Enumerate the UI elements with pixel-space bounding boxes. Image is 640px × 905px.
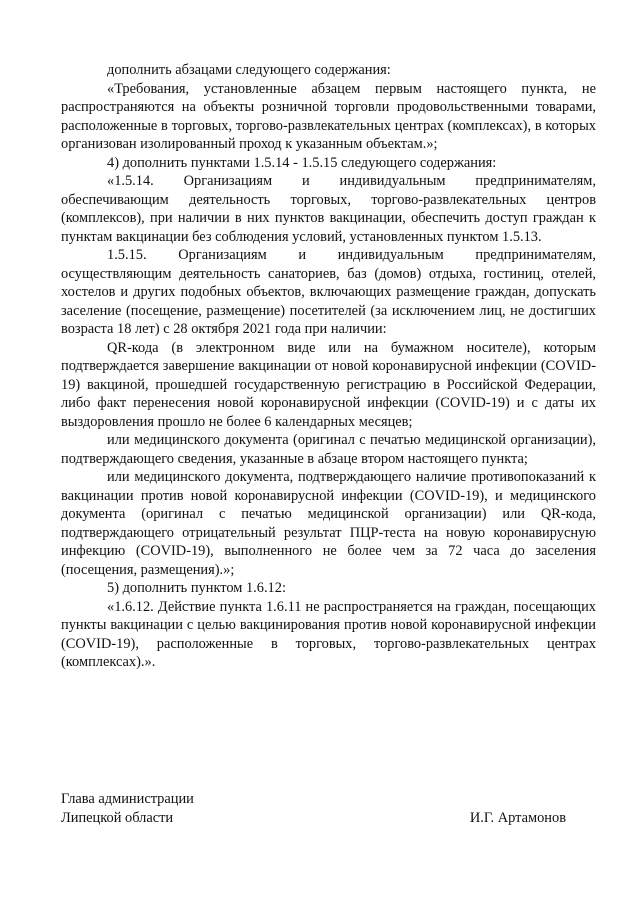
paragraph-1-5-15: 1.5.15. Организациям и индивидуальным предпринимателям, осуществляющим деятельность санаториев, баз (домов) отдыха, гостиниц, отелей, хостелов и других подобных объектов, включающих размещение граждан, допускать заселение (посещение, размещение) посетителей (за исключением лиц, не достигших возраста 18 лет) с 28 октября 2021 года при наличии: [61,247,596,337]
paragraph-qr-code: QR-кода (в электронном виде или на бумажном носителе), которым подтверждается завершение вакцинации от новой коронавирусной инфекции (COVID-19) вакциной, прошедшей государственную регистрацию в Российской Федерации, либо факт перенесения новой коронавирусной инфекции (COVID-19) и с даты их выздоровления прошло не более 6 календарных месяцев; [61,339,596,430]
paragraph-1-6-12: «1.6.12. Действие пункта 1.6.11 не распространяется на граждан, посещающих пункты вакцинации с целью вакцинирования против новой коронавирусной инфекции (COVID-19), расположенные в торговых, торгово-развлекательных центрах (комплексах).». [61,598,596,670]
signature-row [61,809,596,828]
signature-name: И.Г. Артамонов [469,809,566,826]
document-body [61,61,596,672]
signature-position-line2: Липецкой области [61,809,174,826]
paragraph-contraindications: или медицинского документа, подтверждающего наличие противопоказаний к вакцинации против новой коронавирусной инфекции (COVID-19), и медицинского документа (оригинал с печатью медицинской организации) или QR-кода, подтверждающего отрицательный результат ПЦР-теста на новую коронавирусную инфекцию (COVID-19), выполненного не более чем за 72 часа до заселения (посещения, размещения).»; [61,469,596,578]
paragraph-medical-document: или медицинского документа (оригинал с печатью медицинской организации), подтверждающего сведения, указанные в абзаце втором настоящего пункта; [61,432,596,467]
signature-block [61,790,596,827]
signature-position-line1: Глава администрации [61,791,194,807]
paragraph-requirements-quote: «Требования, установленные абзацем первым настоящего пункта, не распространяются на объекты розничной торговли продовольственными товарами, расположенные в торговых, торгово-развлекательных центрах (комплексах), в которых организован изолированный проход к указанным объектам.»; [61,80,596,152]
paragraph-item-5: 5) дополнить пунктом 1.6.12: [107,580,286,596]
paragraph-1-5-14: «1.5.14. Организациям и индивидуальным предпринимателям, обеспечивающим деятельность торговых, торгово-развлекательных центров (комплексов), при наличии в них пунктов вакцинации, обеспечить доступ граждан к пунктам вакцинации без соблюдения условий, установленных пунктом 1.5.13. [61,173,596,245]
paragraph-item-4: 4) дополнить пунктами 1.5.14 - 1.5.15 следующего содержания: [107,154,497,171]
paragraph-intro: дополнить абзацами следующего содержания: [107,62,391,78]
